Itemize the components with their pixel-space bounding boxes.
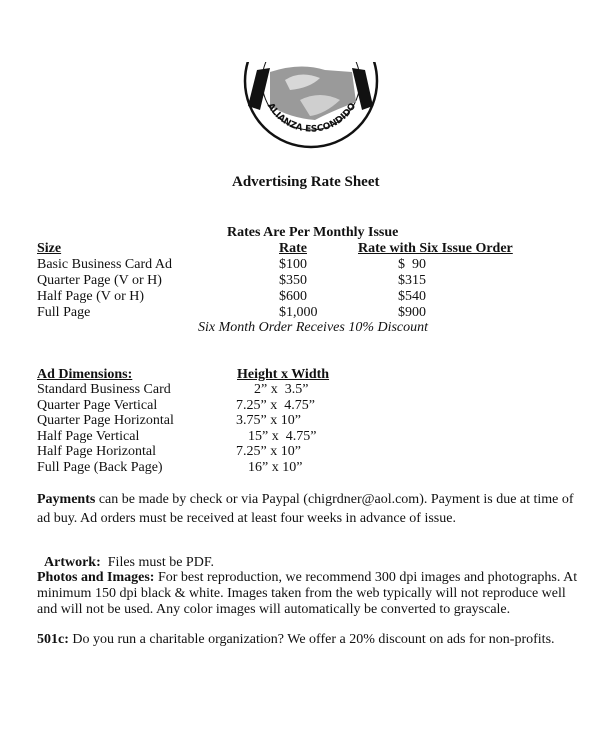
dimension-value: 15” x 4.75” — [248, 429, 317, 444]
logo-text: ALIANZA ESCONDIDO — [264, 101, 359, 135]
rate-size: Basic Business Card Ad — [37, 257, 172, 272]
rate-size: Full Page — [37, 305, 91, 320]
col-header-ad-dimensions: Ad Dimensions: — [37, 367, 133, 382]
photos-label: Photos and Images: — [37, 570, 155, 585]
rate-six-issue: $315 — [398, 273, 426, 288]
dimension-value: 2” x 3.5” — [254, 382, 309, 397]
payments-paragraph — [37, 490, 587, 528]
artwork-paragraph — [37, 539, 587, 571]
dimension-value: 7.25” x 10” — [236, 444, 301, 459]
rate-size: Half Page (V or H) — [37, 289, 145, 304]
col-header-height-width: Height x Width — [237, 367, 330, 382]
dimension-name: Quarter Page Vertical — [37, 398, 158, 413]
dimension-value: 7.25” x 4.75” — [236, 398, 315, 413]
rate-six-issue: $540 — [398, 289, 426, 304]
payments-label: Payments — [37, 492, 96, 507]
rate-size: Quarter Page (V or H) — [37, 273, 162, 288]
artwork-label: Artwork: — [44, 555, 101, 570]
page-title: Advertising Rate Sheet — [232, 174, 380, 190]
rate-six-issue: $ 90 — [398, 257, 426, 272]
dimension-name: Full Page (Back Page) — [37, 460, 163, 475]
nonprofit-label: 501c: — [37, 632, 69, 647]
dimension-value: 3.75” x 10” — [236, 413, 301, 428]
col-header-rate: Rate — [279, 241, 307, 256]
dimension-name: Half Page Horizontal — [37, 444, 156, 459]
photos-text: For best reproduction, we recommend 300 dpi images and photographs. At minimum 150 dpi black & white. Images taken from the web typically will not reproduce well and will not be used. Any color images will automatically be converted to grayscale. — [37, 570, 578, 617]
payments-text: can be made by check or via Paypal (chigrdner@aol.com). Payment is due at time of ad buy. Ad orders must be received at least four weeks in advance of issue. — [37, 492, 574, 526]
rate-value: $1,000 — [279, 305, 318, 320]
alianza-escondido-logo — [230, 40, 390, 155]
dimension-name: Quarter Page Horizontal — [37, 413, 174, 428]
artwork-text: Files must be PDF. — [100, 555, 214, 570]
nonprofit-text: Do you run a charitable organization? We offer a 20% discount on ads for non-profits. — [68, 632, 555, 647]
rate-value: $100 — [279, 257, 307, 272]
rate-six-issue: $900 — [398, 305, 426, 320]
rate-value: $350 — [279, 273, 307, 288]
col-header-six-issue: Rate with Six Issue Order — [358, 241, 513, 256]
dimension-name: Half Page Vertical — [37, 429, 140, 444]
rates-heading: Rates Are Per Monthly Issue — [227, 225, 399, 240]
rate-value: $600 — [279, 289, 307, 304]
nonprofit-paragraph — [37, 632, 587, 648]
photos-paragraph — [37, 570, 587, 618]
col-header-size: Size — [37, 241, 62, 256]
dimension-name: Standard Business Card — [37, 382, 171, 397]
dimension-value: 16” x 10” — [248, 460, 303, 475]
discount-note: Six Month Order Receives 10% Discount — [198, 320, 429, 335]
